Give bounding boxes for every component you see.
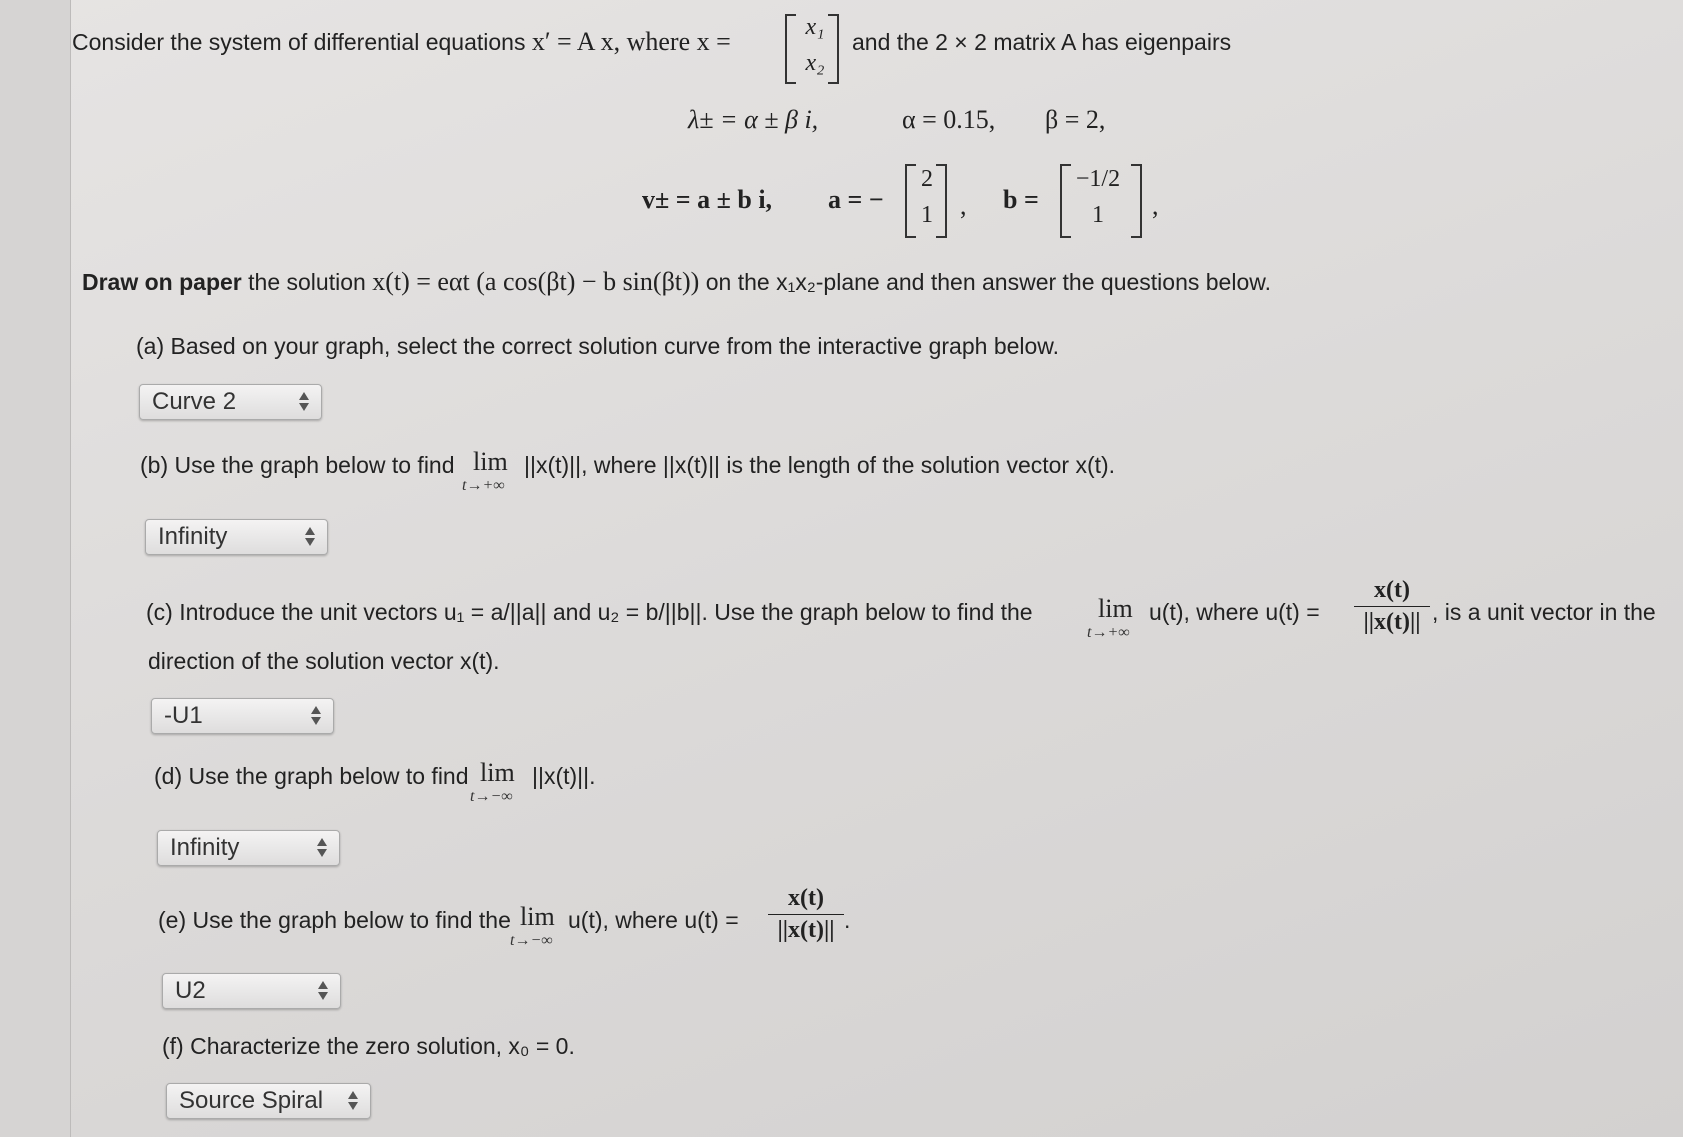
question-a: (a) Based on your graph, select the correct solution curve from the interactive graph below. [136,333,1060,359]
question-c-lim: lim [1098,594,1133,623]
select-f[interactable] [166,1083,371,1119]
draw-formula: x(t) = eαt (a cos(βt) − b sin(βt)) [372,267,700,296]
select-d-value: Infinity [170,834,240,861]
a-label: a = − [828,185,884,214]
vec-x2: x₂ [805,50,825,76]
a-comma: , [960,191,967,220]
b-label: b = [1003,185,1039,214]
draw-text1: the solution [248,269,366,295]
updown-arrow-icon [317,838,327,858]
question-b-post: ||x(t)||, where ||x(t)|| is the length of the solution vector x(t). [524,452,1116,478]
question-e-lim: lim [520,902,555,931]
intro-equation: x′ = A x, where x = [531,27,731,56]
question-c-lim-sub: t→+∞ [1087,624,1130,641]
intro-before: Consider the system of differential equations [72,29,526,55]
updown-arrow-icon [299,392,309,412]
b-comma: , [1152,191,1159,220]
beta-value: β = 2, [1045,105,1106,134]
vec-x1: x₁ [805,14,825,40]
intro-text [72,28,731,56]
question-c-mid: u(t), where u(t) = [1149,599,1320,625]
select-b-value: Infinity [158,523,228,550]
question-c-line2: direction of the solution vector x(t). [148,648,500,674]
question-f: (f) Characterize the zero solution, x₀ = 0. [162,1033,575,1059]
a-bottom: 1 [921,202,933,228]
fraction-c-num: x(t) [1374,577,1410,603]
question-c-fraction [1354,577,1430,636]
draw-bold: Draw on paper [82,269,242,295]
select-c-value: -U1 [164,702,203,729]
updown-arrow-icon [305,527,315,547]
question-d-pre: (d) Use the graph below to find [154,763,469,789]
eigenvector-eq: v± = a ± b i, [642,185,773,214]
b-top: −1/2 [1075,166,1121,192]
select-e[interactable] [162,973,341,1009]
intro-after: and the 2 × 2 matrix A has eigenpairs [852,29,1232,55]
fraction-c-den: ||x(t)|| [1363,609,1421,635]
b-bottom: 1 [1092,202,1104,228]
left-edge [0,0,71,1137]
select-f-value: Source Spiral [179,1087,324,1114]
updown-arrow-icon [348,1091,358,1111]
question-b-lim: lim [473,447,508,476]
fraction-e-den: ||x(t)|| [777,917,835,943]
select-a-value: Curve 2 [152,388,237,415]
b-bracket-right [1131,164,1142,238]
fraction-c-bar [1354,606,1430,607]
select-d[interactable] [157,830,340,866]
question-c-post: , is a unit vector in the [1432,599,1656,625]
question-c-pre: (c) Introduce the unit vectors u₁ = a/||a|| and u₂ = b/||b||. Use the graph below to find the [146,599,1033,625]
draw-text2: on the x₁x₂-plane and then answer the questions below. [705,269,1271,295]
a-bracket-right [936,164,947,238]
question-e-lim-sub: t→−∞ [510,932,553,949]
vec-bracket-right [828,14,839,84]
updown-arrow-icon [311,706,321,726]
question-b-lim-sub: t→+∞ [462,477,505,494]
question-e-post: . [844,907,851,933]
eigenvalue-eq: λ± = α ± β i, [688,105,819,134]
question-d-lim-sub: t→−∞ [470,788,513,805]
alpha-value: α = 0.15, [902,105,996,134]
select-c[interactable] [151,698,334,734]
question-b-pre: (b) Use the graph below to find [140,452,455,478]
select-e-value: U2 [175,977,206,1004]
a-top: 2 [921,166,933,192]
question-e-fraction [768,885,844,944]
question-e-pre: (e) Use the graph below to find the [158,907,511,933]
question-d-post: ||x(t)||. [532,763,596,789]
question-e-mid: u(t), where u(t) = [568,907,739,933]
select-a[interactable] [139,384,322,420]
question-d-lim: lim [480,758,515,787]
updown-arrow-icon [318,981,328,1001]
fraction-e-bar [768,914,844,915]
select-b[interactable] [145,519,328,555]
draw-instruction [82,268,1271,296]
fraction-e-num: x(t) [788,885,824,911]
